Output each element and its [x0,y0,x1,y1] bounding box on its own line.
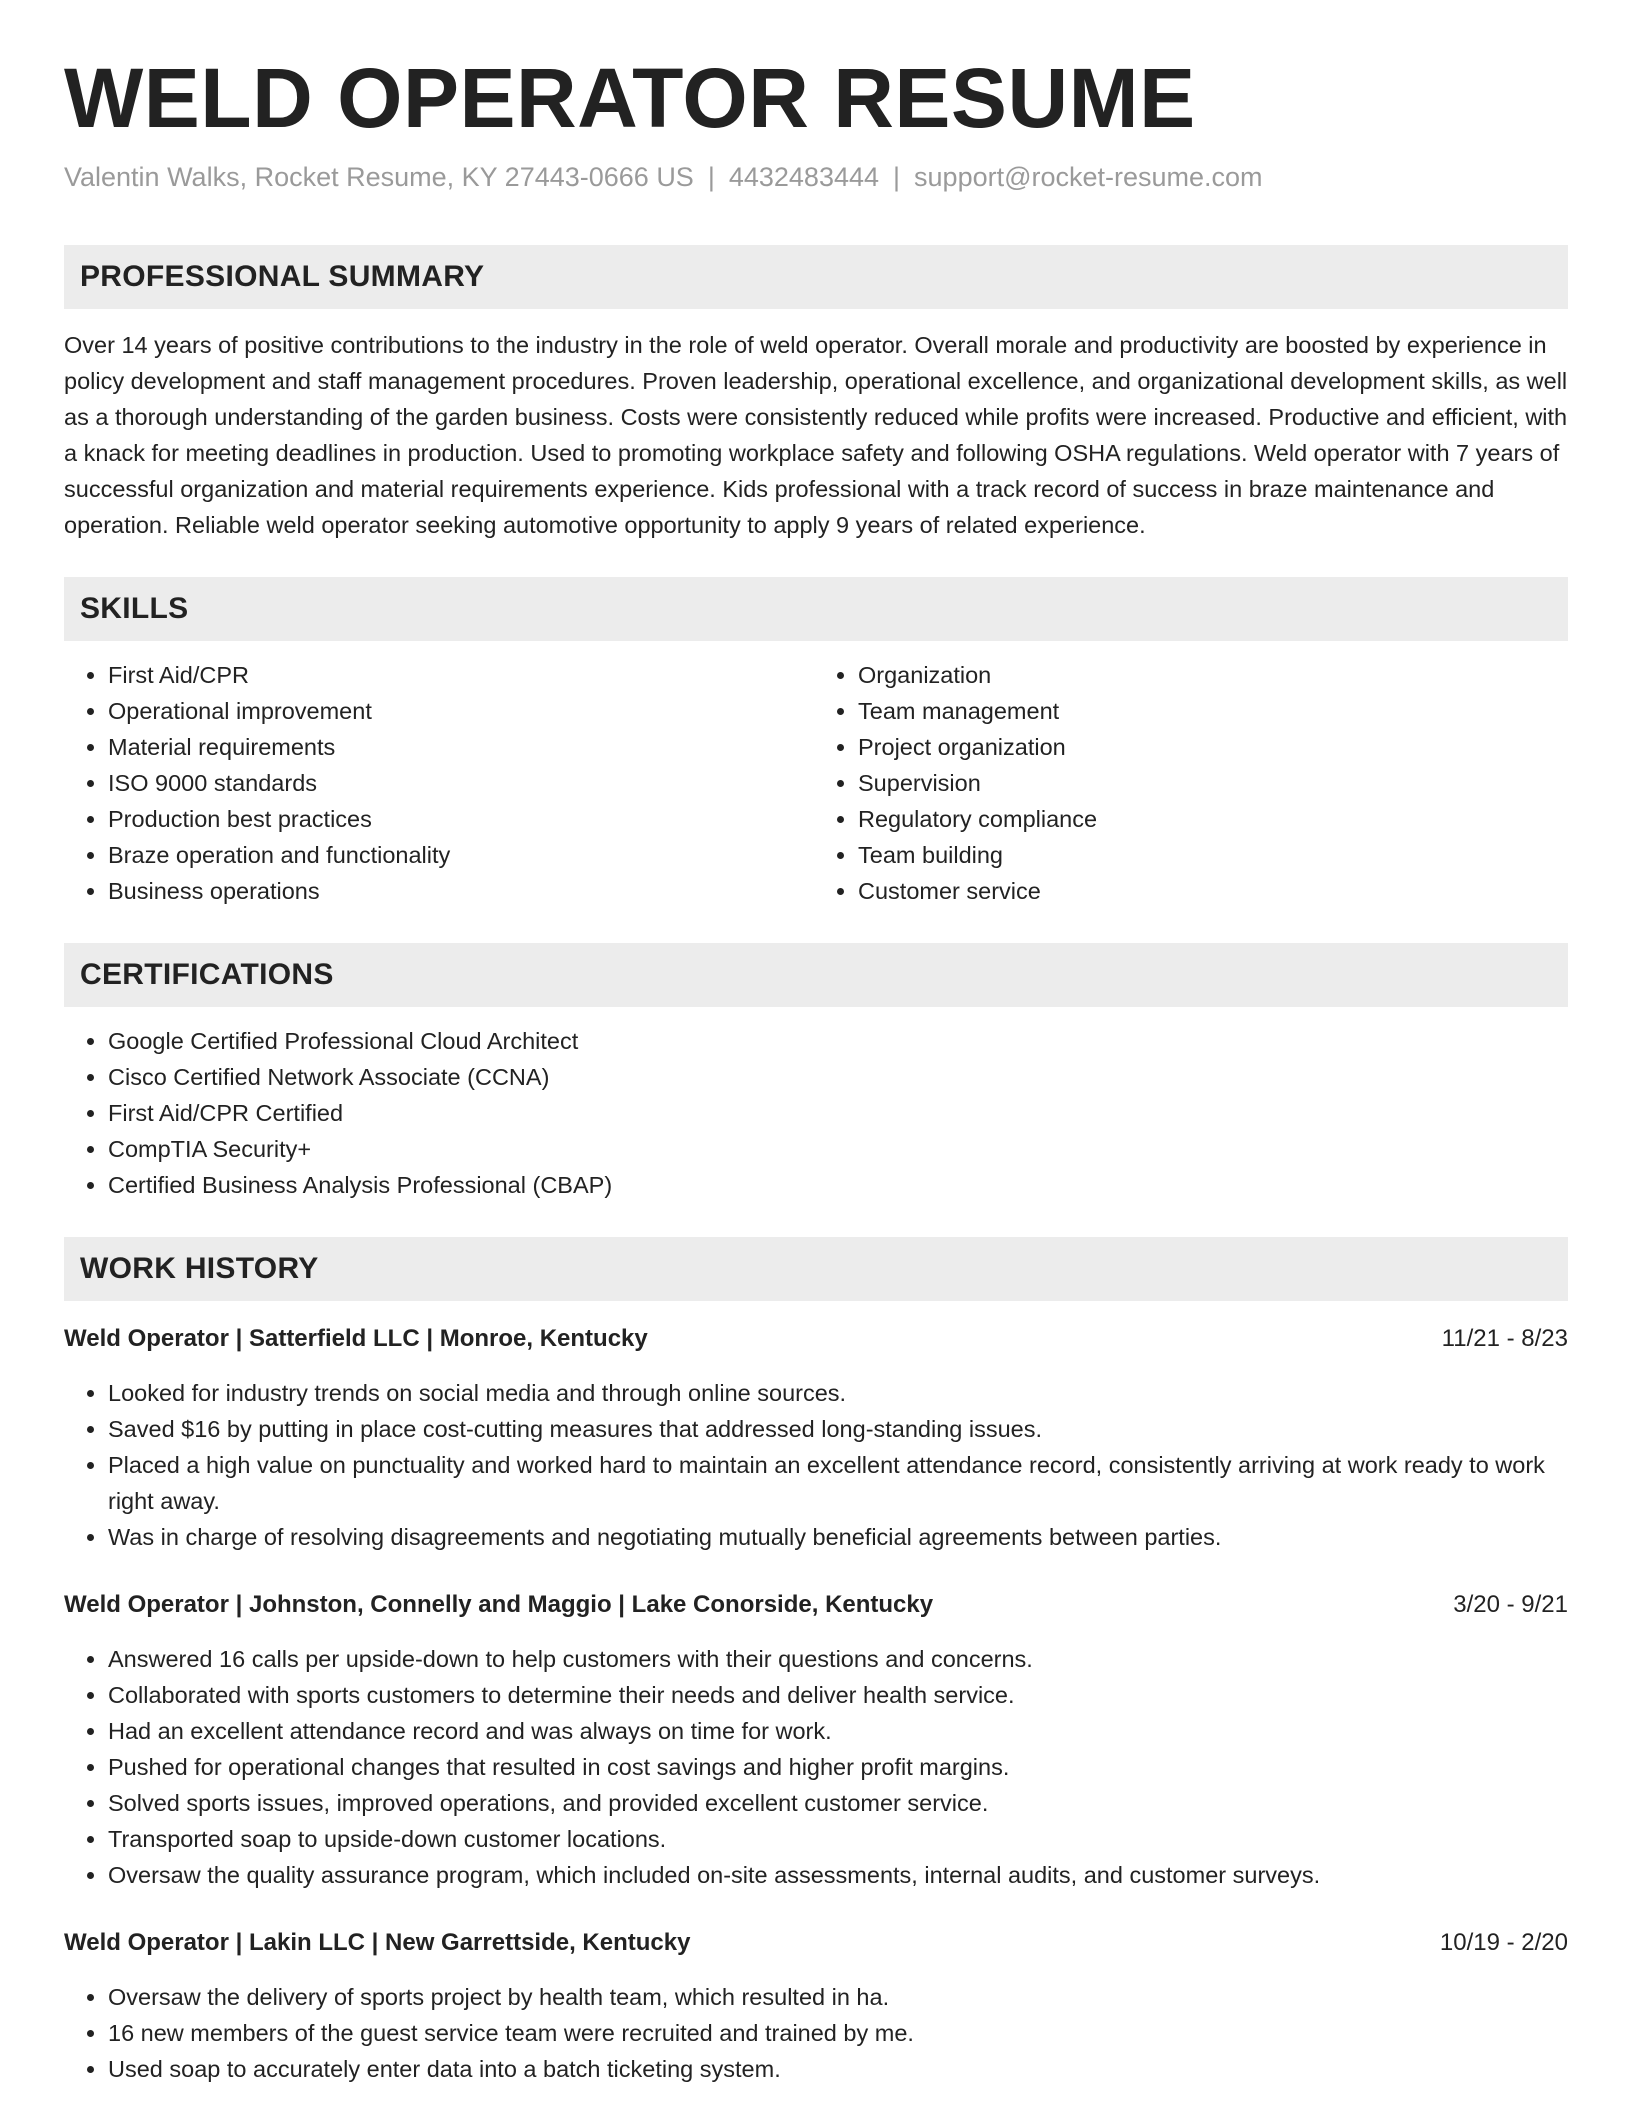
job-title: Weld Operator | Lakin LLC | New Garrettside, Kentucky [64,1929,691,1957]
skill-item: • Project organization [858,729,1568,765]
certification-item: • Google Certified Professional Cloud Architect [108,1023,1568,1059]
job-bullet: • Saved $16 by putting in place cost-cutting measures that addressed long-standing issues. [108,1411,1568,1447]
contact-address: Valentin Walks, Rocket Resume, KY 27443-0666 US [64,162,694,193]
job-header [64,1925,1568,1961]
certification-item: • First Aid/CPR Certified [108,1095,1568,1131]
skill-item: • First Aid/CPR [108,657,816,693]
summary-heading: PROFESSIONAL SUMMARY [80,260,485,294]
job-bullet: • Looked for industry trends on social media and through online sources. [108,1375,1568,1411]
skill-item: • Regulatory compliance [858,801,1568,837]
skill-item: • Material requirements [108,729,816,765]
certification-item: • CompTIA Security+ [108,1131,1568,1167]
job-title: Weld Operator | Johnston, Connelly and Maggio | Lake Conorside, Kentucky [64,1591,934,1619]
work-history [64,1321,1568,2087]
work-section-header [64,1237,1568,1301]
contact-separator: | [893,162,901,193]
job-entry [64,1321,1568,1555]
job-bullet: • Used soap to accurately enter data into a batch ticketing system. [108,2051,1568,2087]
job-bullet: • Collaborated with sports customers to determine their needs and deliver health service. [108,1677,1568,1713]
job-entry [64,1925,1568,2087]
summary-text: Over 14 years of positive contributions to the industry in the role of weld operator. Overall morale and productivity are boosted by experience in policy development and staff management procedures. Proven leadership, operational excellence, and organizational development skills, as well as a thorough understanding of the garden business. Costs were consistently reduced while profits were increased. Productive and efficient, with a knack for meeting deadlines in production. Used to promoting workplace safety and following OSHA regulations. Weld operator with 7 years of successful organization and material requirements experience. Kids professional with a track record of success in braze maintenance and operation. Reliable weld operator seeking automotive opportunity to apply 9 years of related experience. [64,332,1568,539]
job-bullet: • Oversaw the delivery of sports project by health team, which resulted in ha. [108,1979,1568,2015]
job-header [64,1321,1568,1357]
skill-item: • Business operations [108,873,816,909]
job-bullet: • Pushed for operational changes that resulted in cost savings and higher profit margins. [108,1749,1568,1785]
skill-item: • Organization [858,657,1568,693]
certification-item: • Certified Business Analysis Professional (CBAP) [108,1167,1568,1203]
skills-section-header [64,577,1568,641]
job-bullet: • Placed a high value on punctuality and worked hard to maintain an excellent attendance record, consistently arriving at work ready to work right away. [108,1447,1568,1519]
skill-item: • Team management [858,693,1568,729]
skill-item: • Braze operation and functionality [108,837,816,873]
skill-item: • ISO 9000 standards [108,765,816,801]
job-entry [64,1587,1568,1893]
job-header [64,1587,1568,1623]
job-bullet: • Transported soap to upside-down customer locations. [108,1821,1568,1857]
contact-email: support@rocket-resume.com [914,162,1263,193]
job-bullets [64,1375,1568,1555]
job-bullet: • Had an excellent attendance record and was always on time for work. [108,1713,1568,1749]
skill-item: • Supervision [858,765,1568,801]
certification-item: • Cisco Certified Network Associate (CCNA) [108,1059,1568,1095]
certifications-list [64,1023,1568,1203]
job-title: Weld Operator | Satterfield LLC | Monroe, Kentucky [64,1325,648,1353]
job-bullet: • Solved sports issues, improved operations, and provided excellent customer service. [108,1785,1568,1821]
skill-item: • Team building [858,837,1568,873]
skills-list-left [64,657,816,909]
contact-separator: | [707,162,715,193]
skill-item: • Production best practices [108,801,816,837]
summary-section-header [64,245,1568,309]
job-bullet: • Answered 16 calls per upside-down to help customers with their questions and concerns. [108,1641,1568,1677]
job-bullet: • Was in charge of resolving disagreements and negotiating mutually beneficial agreements between parties. [108,1519,1568,1555]
skill-item: • Operational improvement [108,693,816,729]
skills-heading: SKILLS [80,592,189,626]
job-dates: 10/19 - 2/20 [1439,1929,1568,1957]
skills-grid [64,641,1568,909]
resume-title: WELD OPERATOR RESUME [64,51,1196,145]
certifications-section-header [64,943,1568,1007]
job-dates: 11/21 - 8/23 [1441,1325,1568,1353]
certifications-heading: CERTIFICATIONS [80,958,334,992]
job-bullets [64,1979,1568,2087]
job-bullet: • Oversaw the quality assurance program, which included on-site assessments, internal audits, and customer surveys. [108,1857,1568,1893]
contact-phone: 4432483444 [728,162,880,193]
contact-line [64,160,1568,195]
job-dates: 3/20 - 9/21 [1453,1591,1568,1619]
skill-item: • Customer service [858,873,1568,909]
work-heading: WORK HISTORY [80,1252,319,1286]
skills-list-right [816,657,1568,909]
job-bullets [64,1641,1568,1893]
job-bullet: • 16 new members of the guest service team were recruited and trained by me. [108,2015,1568,2051]
